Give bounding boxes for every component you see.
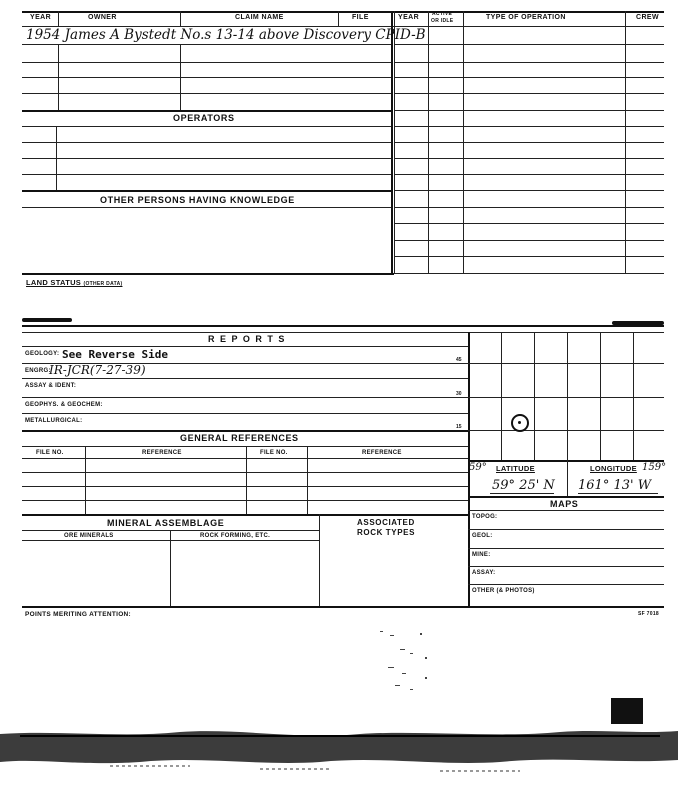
topog-label: TOPOG: [472,514,498,520]
location-marker-dot [518,421,521,424]
geol-label: GEOL: [472,533,493,539]
mineral-assemblage-heading: MINERAL ASSEMBLAGE [107,518,225,528]
file-no-header-1: FILE NO. [36,450,64,456]
longitude-value: 161° 13' W [578,478,652,493]
header-owner: OWNER [88,14,117,21]
engrg-value: IR-JCR(7-27-39) [49,363,146,377]
engrg-label: ENGRG: [25,368,51,374]
scan-noise-band [0,720,678,780]
ore-minerals-header: ORE MINERALS [64,533,114,539]
points-meriting-attention-label: POINTS MERITING ATTENTION: [25,611,132,618]
other-photos-label: OTHER (& PHOTOS) [472,588,535,594]
header-year: YEAR [30,14,52,21]
mine-label: MINE: [472,552,491,558]
form-number: SF 7018 [638,611,660,617]
reference-header-2: REFERENCE [362,450,402,456]
rock-forming-header: ROCK FORMING, ETC. [200,533,271,539]
operators-heading: OPERATORS [173,113,235,123]
land-status-label: LAND STATUS (OTHER DATA) [26,278,123,287]
geology-value: See Reverse Side [62,348,168,361]
lat-prefix: 59° [469,462,487,473]
metallurgical-label: METALLURGICAL: [25,418,83,424]
other-persons-heading: OTHER PERSONS HAVING KNOWLEDGE [100,195,295,205]
header-or-idle: OR IDLE [431,18,454,24]
header-active: ACTIVE [432,11,453,17]
header-file: FILE [352,14,369,21]
latitude-label: LATITUDE [496,464,535,473]
file-no-header-2: FILE NO. [260,450,288,456]
geophys-label: GEOPHYS. & GEOCHEM: [25,402,103,408]
latitude-value: 59° 25' N [492,478,555,493]
right-block-bottom [394,273,664,274]
header-claim-name: CLAIM NAME [235,14,284,21]
general-references-heading: GENERAL REFERENCES [180,433,299,443]
top-border [22,11,664,13]
header-type-of-operation: TYPE OF OPERATION [486,14,566,21]
geology-label: GEOLOGY: [25,351,60,357]
long-suffix: 159° [642,462,667,473]
associated-heading: ASSOCIATED [357,518,415,527]
header-year-right: YEAR [398,14,420,21]
assay-map-label: ASSAY: [472,570,496,576]
claim-entry-handwritten: 1954 James A Bystedt No.s 13-14 above Discovery CPID-B [26,27,426,43]
center-divider [391,11,393,273]
reports-heading: R E P O R T S [208,334,286,344]
scan-dots [370,625,450,695]
maps-heading: MAPS [550,499,579,509]
rock-types-heading: ROCK TYPES [357,528,416,537]
reference-header-1: REFERENCE [142,450,182,456]
longitude-label: LONGITUDE [590,464,637,473]
header-crew: CREW [636,14,659,21]
assay-ident-label: ASSAY & IDENT: [25,383,77,389]
